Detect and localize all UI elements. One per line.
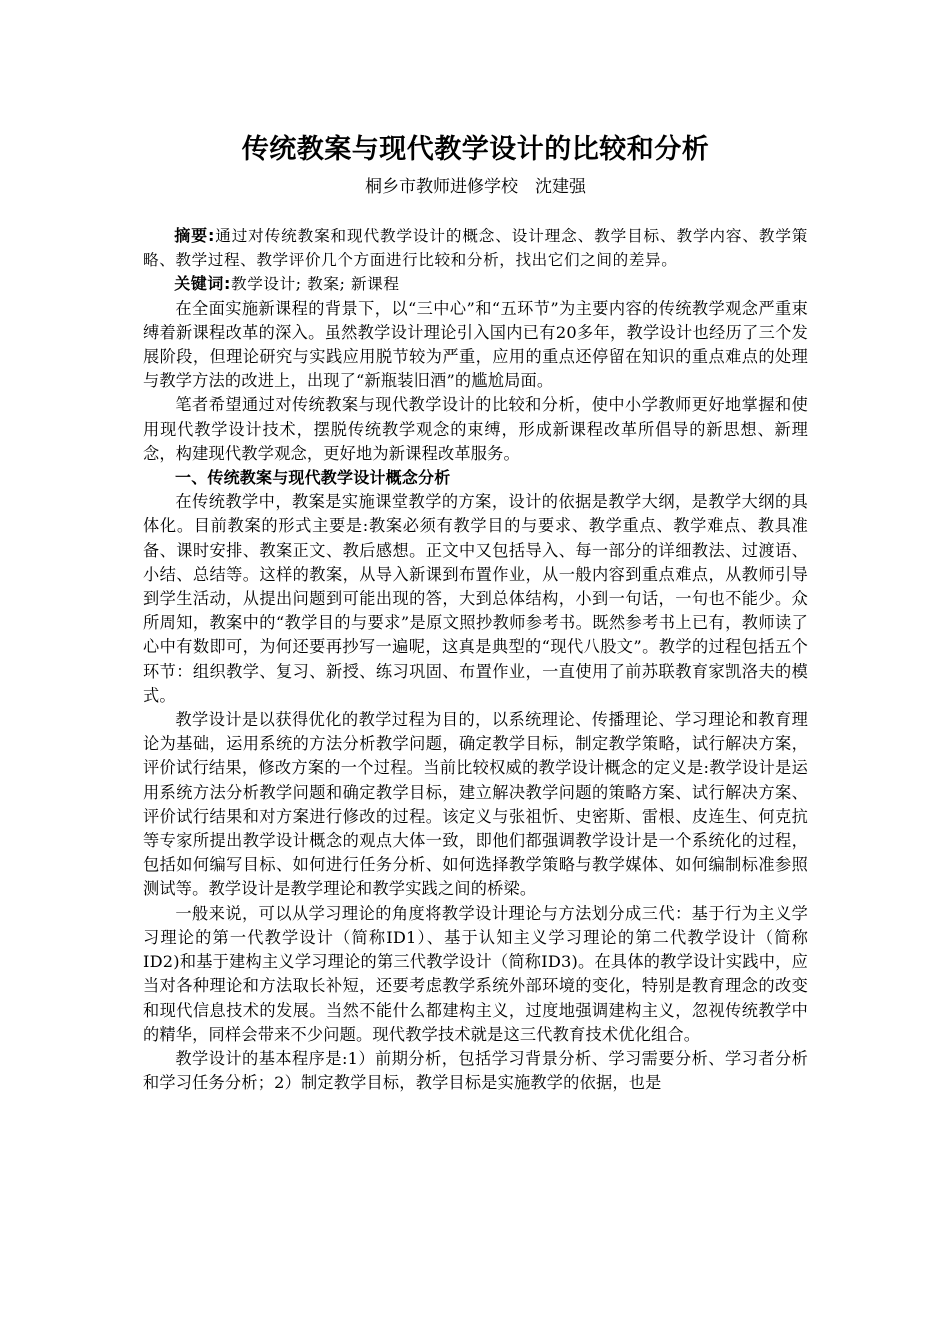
author-byline: 桐乡市教师进修学校 沈建强 (365, 177, 586, 197)
keywords-label: 关键词: (174, 274, 231, 294)
document-page (143, 130, 808, 1095)
section1-paragraph-3: 一般来说，可以从学习理论的角度将教学设计理论与方法划分成三代：基于行为主义学习理论的第一代教学设计（简称ID1）、基于认知主义学习理论的第二代教学设计（简称ID2)和基于建构主义学习理论的第三代教学设计（简称ID3)。在具体的教学设计实践中，应当对各种理论和方法取长补短，还要考虑教学系统外部环境的变化，特别是教育理念的改变和现代信息技术的发展。当然不能什么都建构主义，过度地强调建构主义，忽视传统教学中的精华，同样会带来不少问题。现代教学技术就是这三代教育技术优化组合。 (143, 903, 808, 1044)
section1-paragraph-2: 教学设计是以获得优化的教学过程为目的，以系统理论、传播理论、学习理论和教育理论为基础，运用系统的方法分析教学问题，确定教学目标，制定教学策略，试行解决方案，评价试行结果，修改方案的一个过程。当前比较权威的教学设计概念的定义是:教学设计是运用系统方法分析教学问题和确定教学目标，建立解决教学问题的策略方案、试行解决方案、评价试行结果和对方案进行修改的过程。该定义与张祖忻、史密斯、雷根、皮连生、何克抗等专家所提出教学设计概念的观点大体一致，即他们都强调教学设计是一个系统化的过程，包括如何编写目标、如何进行任务分析、如何选择教学策略与教学媒体、如何编制标准参照测试等。教学设计是教学理论和教学实践之间的桥梁。 (143, 710, 808, 899)
abstract-paragraph (143, 224, 808, 272)
body-paragraph-intro-1: 在全面实施新课程的背景下，以“三中心”和“五环节”为主要内容的传统教学观念严重束缚着新课程改革的深入。虽然教学设计理论引入国内已有20多年，教学设计也经历了三个发展阶段，但理论研究与实践应用脱节较为严重，应用的重点还停留在知识的重点难点的处理与教学方法的改进上，出现了“新瓶装旧酒”的尴尬局面。 (143, 298, 808, 391)
document-title: 传统教案与现代教学设计的比较和分析 (241, 134, 710, 165)
keywords-paragraph (143, 272, 808, 296)
section-heading-1: 一、传统教案与现代教学设计概念分析 (175, 468, 451, 488)
abstract-text: 通过对传统教案和现代教学设计的概念、设计理念、教学目标、教学内容、教学策略、教学过程、教学评价几个方面进行比较和分析，找出它们之间的差异。 (143, 227, 808, 270)
body-paragraph-intro-2: 笔者希望通过对传统教案与现代教学设计的比较和分析，使中小学教师更好地掌握和使用现代教学设计技术，摆脱传统教学观念的束缚，形成新课程改革所倡导的新思想、新理念，构建现代教学观念，更好地为新课程改革服务。 (143, 395, 808, 463)
keywords-text: 教学设计; 教案; 新课程 (231, 275, 400, 294)
abstract-label: 摘要: (174, 226, 215, 245)
section1-paragraph-4: 教学设计的基本程序是:1）前期分析，包括学习背景分析、学习需要分析、学习者分析和学习任务分析；2）制定教学目标，教学目标是实施教学的依据，也是 (143, 1048, 808, 1093)
section1-paragraph-1: 在传统教学中，教案是实施课堂教学的方案，设计的依据是教学大纲，是教学大纲的具体化。目前教案的形式主要是:教案必须有教学目的与要求、教学重点、教学难点、教具准备、课时安排、教案正文、教后感想。正文中又包括导入、每一部分的详细教法、过渡语、小结、总结等。这样的教案，从导入新课到布置作业，从一般内容到重点难点，从教师引导到学生活动，从提出问题到可能出现的答，大到总体结构，小到一句话，一句也不能少。众所周知，教案中的“教学目的与要求”是原文照抄教师参考书。既然参考书上已有，教师读了心中有数即可，为何还要再抄写一遍呢，这真是典型的“现代八股文”。教学的过程包括五个环节：组织教学、复习、新授、练习巩固、布置作业，一直使用了前苏联教育家凯洛夫的模式。 (143, 492, 808, 705)
